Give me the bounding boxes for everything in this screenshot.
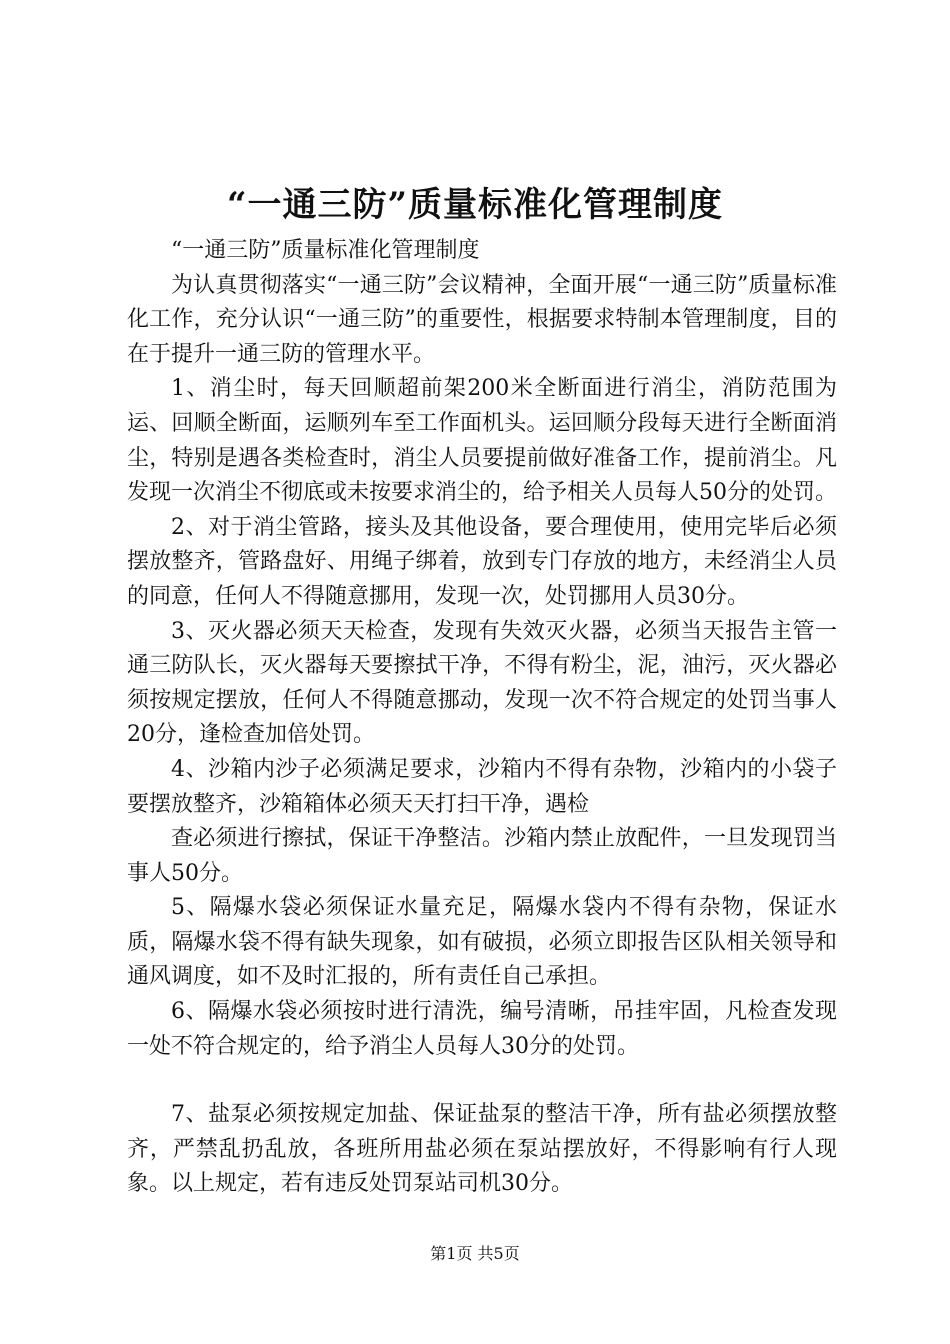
paragraph-item-5: 5、隔爆水袋必须保证水量充足，隔爆水袋内不得有杂物，保证水质，隔爆水袋不得有缺失现象，如有破损，必须立即报告区队相关领导和通风调度，如不及时汇报的，所有责任自己承担。 <box>127 895 837 990</box>
paragraph-item-6: 6、隔爆水袋必须按时进行清洗，编号清晰，吊挂牢固，凡检查发现一处不符合规定的，给予消尘人员每人30分的处罚。 <box>127 999 837 1059</box>
paragraph-item-2: 2、对于消尘管路，接头及其他设备，要合理使用，使用完毕后必须摆放整齐，管路盘好、用绳子绑着，放到专门存放的地方，未经消尘人员的同意，任何人不得随意挪用，发现一次，处罚挪用人员30分。 <box>127 514 837 609</box>
document-body <box>127 234 837 1202</box>
paragraph-intro: 为认真贯彻落实“一通三防”会议精神，全面开展“一通三防”质量标准化工作，充分认识“一通三防”的重要性，根据要求特制本管理制度，目的在于提升一通三防的管理水平。 <box>127 272 837 367</box>
paragraph-item-4-continued: 查必须进行擦拭，保证干净整洁。沙箱内禁止放配件，一旦发现罚当事人50分。 <box>127 826 837 886</box>
page-footer: 第1页 共5页 <box>430 1244 520 1263</box>
document-title: “一通三防”质量标准化管理制度 <box>226 185 724 225</box>
paragraph-item-4: 4、沙箱内沙子必须满足要求，沙箱内不得有杂物，沙箱内的小袋子要摆放整齐，沙箱箱体必须天天打扫干净，遇检 <box>127 756 837 817</box>
paragraph-subtitle: “一通三防”质量标准化管理制度 <box>171 238 480 263</box>
paragraph-item-3: 3、灭火器必须天天检查，发现有失效灭火器，必须当天报告主管一通三防队长，灭火器每天要擦拭干净，不得有粉尘，泥，油污，灭火器必须按规定摆放，任何人不得随意挪动，发现一次不符合规定的处罚当事人20分，逢检查加倍处罚。 <box>127 618 837 748</box>
paragraph-item-1: 1、消尘时，每天回顺超前架200米全断面进行消尘，消防范围为运、回顺全断面，运顺列车至工作面机头。运回顺分段每天进行全断面消尘，特别是遇各类检查时，消尘人员要提前做好准备工作，提前消尘。凡发现一次消尘不彻底或未按要求消尘的，给予相关人员每人50分的处罚。 <box>127 376 837 506</box>
paragraph-item-7: 7、盐泵必须按规定加盐、保证盐泵的整洁干净，所有盐必须摆放整齐，严禁乱扔乱放，各班所用盐必须在泵站摆放好，不得影响有行人现象。以上规定，若有违反处罚泵站司机30分。 <box>127 1102 837 1197</box>
